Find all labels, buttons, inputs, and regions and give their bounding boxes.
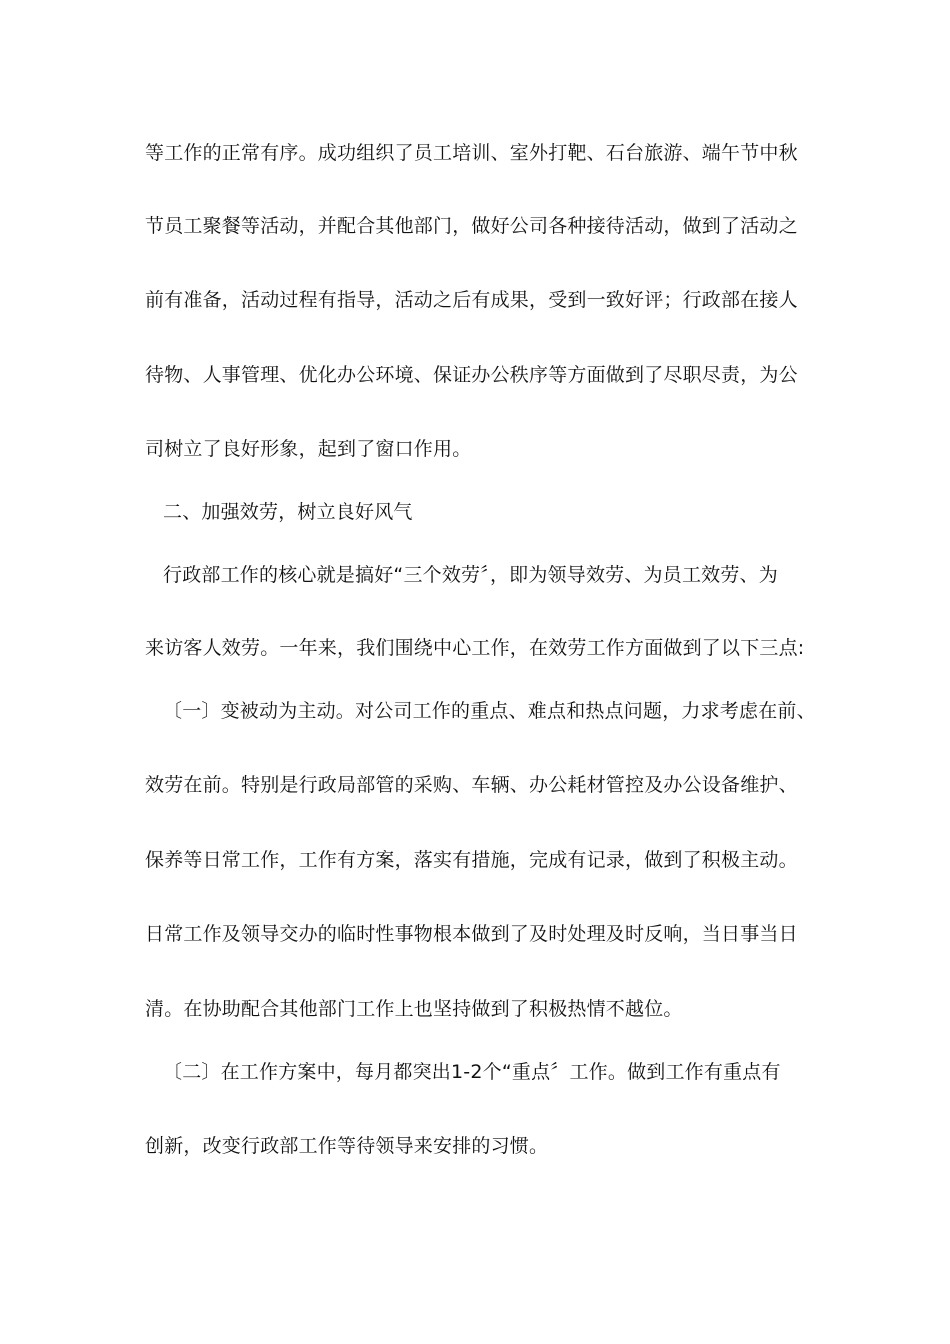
paragraph-line: 效劳在前。特别是行政局部管的采购、车辆、办公耗材管控及办公设备维护、 [145, 774, 798, 796]
paragraph-line: 〔一〕变被动为主动。对公司工作的重点、难点和热点问题，力求考虑在前、 [163, 700, 816, 722]
section-heading: 二、加强效劳，树立良好风气 [163, 501, 413, 523]
paragraph-line: 保养等日常工作，工作有方案，落实有措施，完成有记录，做到了积极主动。 [145, 849, 798, 871]
paragraph-line: 行政部工作的核心就是搞好“三个效劳〞，即为领导效劳、为员工效劳、为 [163, 564, 778, 586]
paragraph-line: 待物、人事管理、优化办公环境、保证办公秩序等方面做到了尽职尽责，为公 [145, 364, 798, 386]
paragraph-line: 司树立了良好形象，起到了窗口作用。 [145, 438, 472, 460]
paragraph-line: 前有准备，活动过程有指导，活动之后有成果，受到一致好评；行政部在接人 [145, 289, 798, 311]
paragraph-line: 清。在协助配合其他部门工作上也坚持做到了积极热情不越位。 [145, 998, 683, 1020]
paragraph-line: 来访客人效劳。一年来，我们围绕中心工作，在效劳工作方面做到了以下三点: [145, 637, 805, 659]
paragraph-line: 〔二〕在工作方案中，每月都突出1-2个“重点〞工作。做到工作有重点有 [163, 1061, 781, 1083]
paragraph-line: 等工作的正常有序。成功组织了员工培训、室外打靶、石台旅游、端午节中秋 [145, 142, 798, 164]
paragraph-line: 节员工聚餐等活动，并配合其他部门，做好公司各种接待活动，做到了活动之 [145, 215, 798, 237]
paragraph-line: 创新，改变行政部工作等待领导来安排的习惯。 [145, 1135, 549, 1157]
paragraph-line: 日常工作及领导交办的临时性事物根本做到了及时处理及时反响，当日事当日 [145, 923, 798, 945]
